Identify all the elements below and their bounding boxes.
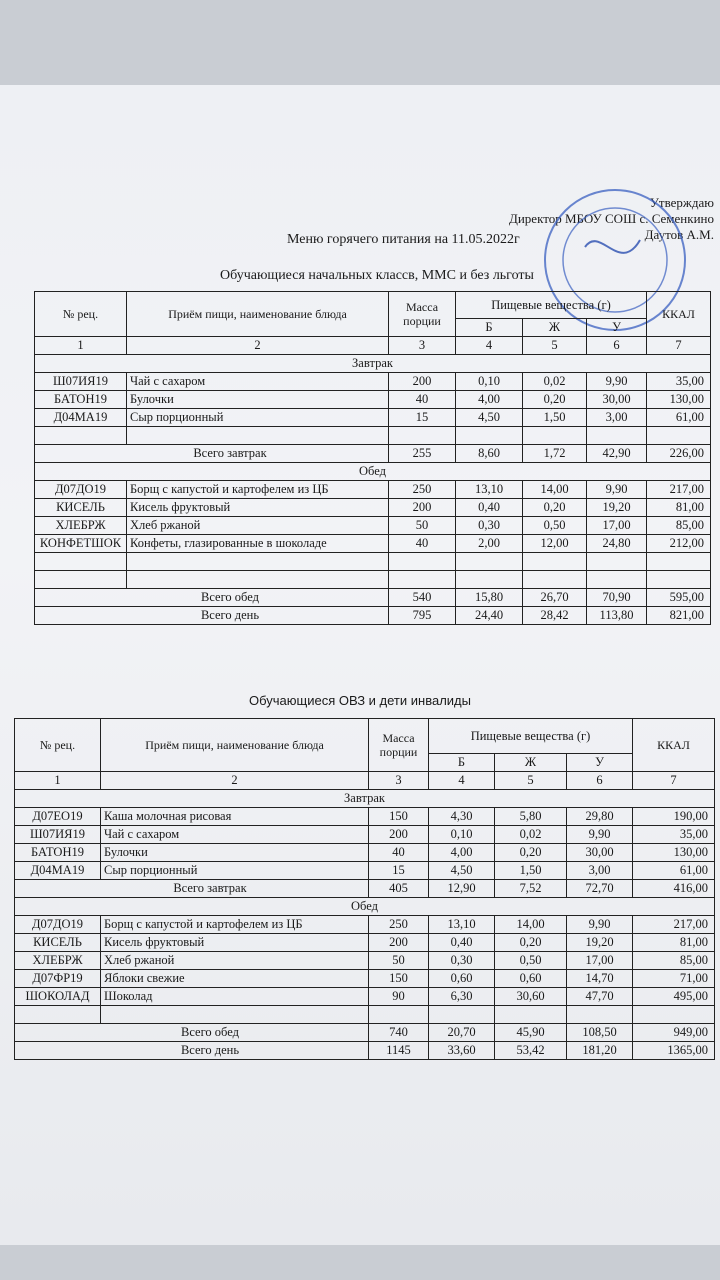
portion-mass: 200 — [389, 499, 456, 517]
empty-cell — [647, 427, 711, 445]
empty-cell — [523, 553, 587, 571]
total-carb: 181,20 — [567, 1042, 633, 1060]
protein-value: 2,00 — [456, 535, 523, 553]
total-fat: 53,42 — [495, 1042, 567, 1060]
recipe-code: КОНФЕТШОК — [35, 535, 127, 553]
kcal-value: 81,00 — [633, 934, 715, 952]
total-kcal: 949,00 — [633, 1024, 715, 1042]
empty-cell — [523, 571, 587, 589]
menu-table-2 — [14, 718, 715, 1060]
recipe-code: ХЛЕБРЖ — [35, 517, 127, 535]
fat-value: 5,80 — [495, 808, 567, 826]
portion-mass: 200 — [369, 826, 429, 844]
carb-value: 47,70 — [567, 988, 633, 1006]
fat-value: 30,60 — [495, 988, 567, 1006]
fat-value: 0,02 — [495, 826, 567, 844]
empty-cell — [35, 553, 127, 571]
menu-table-1 — [34, 291, 711, 625]
fat-value: 0,02 — [523, 373, 587, 391]
total-kcal: 416,00 — [633, 880, 715, 898]
portion-mass: 15 — [389, 409, 456, 427]
dish-name: Кисель фруктовый — [127, 499, 389, 517]
group1-title: Обучающиеся начальных классв, ММС и без льготы — [220, 268, 534, 283]
header-zh: Ж — [495, 754, 567, 772]
total-carb: 113,80 — [587, 607, 647, 625]
fat-value: 1,50 — [523, 409, 587, 427]
menu-title: Меню горячего питания на 11.05.2022г — [287, 232, 520, 247]
portion-mass: 50 — [369, 952, 429, 970]
lunch-total — [35, 589, 711, 607]
carb-value: 3,00 — [567, 862, 633, 880]
section-breakfast — [35, 355, 711, 373]
protein-value: 0,10 — [429, 826, 495, 844]
fat-value: 0,20 — [495, 844, 567, 862]
kcal-value: 61,00 — [633, 862, 715, 880]
total-protein: 15,80 — [456, 589, 523, 607]
portion-mass: 40 — [369, 844, 429, 862]
header-rec: № рец. — [15, 719, 101, 772]
carb-value: 19,20 — [587, 499, 647, 517]
colnum-2: 2 — [101, 772, 369, 790]
empty-cell — [587, 427, 647, 445]
header-nutrients: Пищевые вещества (г) — [429, 719, 633, 754]
lunch-total-label: Всего обед — [35, 589, 389, 607]
total-carb: 42,90 — [587, 445, 647, 463]
kcal-value: 35,00 — [633, 826, 715, 844]
fat-value: 0,20 — [523, 391, 587, 409]
header-zh: Ж — [523, 319, 587, 337]
total-fat: 26,70 — [523, 589, 587, 607]
carb-value: 29,80 — [567, 808, 633, 826]
protein-value: 4,00 — [429, 844, 495, 862]
fat-value: 0,20 — [495, 934, 567, 952]
dish-name: Яблоки свежие — [101, 970, 369, 988]
fat-value: 0,50 — [523, 517, 587, 535]
dish-name: Борщ с капустой и картофелем из ЦБ — [127, 481, 389, 499]
dish-name: Чай с сахаром — [101, 826, 369, 844]
protein-value: 4,50 — [429, 862, 495, 880]
portion-mass: 150 — [369, 808, 429, 826]
dish-name: Шоколад — [101, 988, 369, 1006]
kcal-value: 130,00 — [633, 844, 715, 862]
protein-value: 0,40 — [429, 934, 495, 952]
table-row — [35, 535, 711, 553]
table1-body — [35, 355, 711, 625]
empty-cell — [633, 1006, 715, 1024]
total-mass: 1145 — [369, 1042, 429, 1060]
dish-name: Хлеб ржаной — [101, 952, 369, 970]
header-name: Приём пищи, наименование блюда — [127, 292, 389, 337]
section-lunch-label: Обед — [15, 898, 715, 916]
empty-cell — [369, 1006, 429, 1024]
colnum-7: 7 — [647, 337, 711, 355]
portion-mass: 15 — [369, 862, 429, 880]
recipe-code: БАТОН19 — [35, 391, 127, 409]
empty-cell — [127, 553, 389, 571]
header-u: У — [587, 319, 647, 337]
header-mass: Масса порции — [389, 292, 456, 337]
protein-value: 4,00 — [456, 391, 523, 409]
empty-cell — [647, 553, 711, 571]
kcal-value: 217,00 — [647, 481, 711, 499]
portion-mass: 200 — [389, 373, 456, 391]
empty-cell — [495, 1006, 567, 1024]
total-mass: 540 — [389, 589, 456, 607]
table2-body — [15, 790, 715, 1060]
fat-value: 14,00 — [523, 481, 587, 499]
portion-mass: 200 — [369, 934, 429, 952]
table-row — [15, 826, 715, 844]
total-mass: 740 — [369, 1024, 429, 1042]
colnum-5: 5 — [523, 337, 587, 355]
colnum-1: 1 — [15, 772, 101, 790]
colnum-5: 5 — [495, 772, 567, 790]
header-u: У — [567, 754, 633, 772]
section-breakfast-label: Завтрак — [15, 790, 715, 808]
dish-name: Конфеты, глазированные в шоколаде — [127, 535, 389, 553]
portion-mass: 90 — [369, 988, 429, 1006]
colnum-3: 3 — [389, 337, 456, 355]
total-kcal: 226,00 — [647, 445, 711, 463]
breakfast-total — [15, 880, 715, 898]
total-protein: 33,60 — [429, 1042, 495, 1060]
dish-name: Булочки — [101, 844, 369, 862]
recipe-code: ХЛЕБРЖ — [15, 952, 101, 970]
portion-mass: 250 — [369, 916, 429, 934]
empty-cell — [587, 571, 647, 589]
header-kcal: ККАЛ — [647, 292, 711, 337]
total-protein: 8,60 — [456, 445, 523, 463]
total-fat: 7,52 — [495, 880, 567, 898]
empty-row — [35, 427, 711, 445]
kcal-value: 71,00 — [633, 970, 715, 988]
day-total — [15, 1042, 715, 1060]
header-mass: Масса порции — [369, 719, 429, 772]
table-row — [35, 499, 711, 517]
table-row — [35, 391, 711, 409]
group2-title: Обучающиеся ОВЗ и дети инвалиды — [249, 693, 471, 708]
recipe-code: ШОКОЛАД — [15, 988, 101, 1006]
dish-name: Хлеб ржаной — [127, 517, 389, 535]
empty-cell — [587, 553, 647, 571]
empty-cell — [456, 571, 523, 589]
dish-name: Чай с сахаром — [127, 373, 389, 391]
colnum-7: 7 — [633, 772, 715, 790]
kcal-value: 85,00 — [647, 517, 711, 535]
kcal-value: 61,00 — [647, 409, 711, 427]
kcal-value: 212,00 — [647, 535, 711, 553]
protein-value: 0,30 — [429, 952, 495, 970]
recipe-code: Д07ЕО19 — [15, 808, 101, 826]
lunch-total — [15, 1024, 715, 1042]
section-breakfast-label: Завтрак — [35, 355, 711, 373]
recipe-code: КИСЕЛЬ — [15, 934, 101, 952]
empty-cell — [647, 571, 711, 589]
table-row — [35, 517, 711, 535]
fat-value: 0,20 — [523, 499, 587, 517]
portion-mass: 150 — [369, 970, 429, 988]
section-breakfast — [15, 790, 715, 808]
recipe-code: КИСЕЛЬ — [35, 499, 127, 517]
day-total — [35, 607, 711, 625]
empty-cell — [456, 427, 523, 445]
protein-value: 4,30 — [429, 808, 495, 826]
carb-value: 9,90 — [587, 481, 647, 499]
colnum-4: 4 — [429, 772, 495, 790]
protein-value: 0,10 — [456, 373, 523, 391]
header-b: Б — [456, 319, 523, 337]
total-kcal: 821,00 — [647, 607, 711, 625]
colnum-6: 6 — [567, 772, 633, 790]
empty-cell — [101, 1006, 369, 1024]
fat-value: 14,00 — [495, 916, 567, 934]
protein-value: 13,10 — [429, 916, 495, 934]
empty-cell — [389, 427, 456, 445]
section-lunch-label: Обед — [35, 463, 711, 481]
approval-line-3: Даутов А.М. — [644, 227, 714, 242]
fat-value: 1,50 — [495, 862, 567, 880]
kcal-value: 81,00 — [647, 499, 711, 517]
carb-value: 19,20 — [567, 934, 633, 952]
carb-value: 24,80 — [587, 535, 647, 553]
protein-value: 6,30 — [429, 988, 495, 1006]
kcal-value: 85,00 — [633, 952, 715, 970]
empty-row — [35, 553, 711, 571]
empty-cell — [35, 427, 127, 445]
dish-name: Сыр порционный — [101, 862, 369, 880]
header-kcal: ККАЛ — [633, 719, 715, 772]
table-row — [15, 988, 715, 1006]
kcal-value: 35,00 — [647, 373, 711, 391]
lunch-total-label: Всего обед — [15, 1024, 369, 1042]
total-mass: 405 — [369, 880, 429, 898]
table-row — [15, 952, 715, 970]
carb-value: 3,00 — [587, 409, 647, 427]
table-row — [35, 481, 711, 499]
header-rec: № рец. — [35, 292, 127, 337]
empty-cell — [429, 1006, 495, 1024]
table-row — [15, 808, 715, 826]
dish-name: Каша молочная рисовая — [101, 808, 369, 826]
total-mass: 255 — [389, 445, 456, 463]
colnum-1: 1 — [35, 337, 127, 355]
carb-value: 14,70 — [567, 970, 633, 988]
total-carb: 72,70 — [567, 880, 633, 898]
approval-line-1: Утверждаю — [649, 195, 714, 210]
fat-value: 12,00 — [523, 535, 587, 553]
carb-value: 30,00 — [567, 844, 633, 862]
carb-value: 9,90 — [587, 373, 647, 391]
carb-value: 17,00 — [587, 517, 647, 535]
colnum-2: 2 — [127, 337, 389, 355]
total-protein: 20,70 — [429, 1024, 495, 1042]
recipe-code: Д04МА19 — [35, 409, 127, 427]
empty-cell — [389, 553, 456, 571]
total-kcal: 1365,00 — [633, 1042, 715, 1060]
recipe-code: Ш07ИЯ19 — [15, 826, 101, 844]
recipe-code: Ш07ИЯ19 — [35, 373, 127, 391]
approval-line-2: Директор МБОУ СОШ с. Семенкино — [508, 211, 714, 226]
breakfast-total-label: Всего завтрак — [15, 880, 369, 898]
total-kcal: 595,00 — [647, 589, 711, 607]
dish-name: Борщ с капустой и картофелем из ЦБ — [101, 916, 369, 934]
header-name: Приём пищи, наименование блюда — [101, 719, 369, 772]
kcal-value: 495,00 — [633, 988, 715, 1006]
empty-cell — [456, 553, 523, 571]
colnum-6: 6 — [587, 337, 647, 355]
section-lunch — [35, 463, 711, 481]
empty-cell — [523, 427, 587, 445]
protein-value: 0,60 — [429, 970, 495, 988]
carb-value: 30,00 — [587, 391, 647, 409]
recipe-code: БАТОН19 — [15, 844, 101, 862]
table-row — [15, 916, 715, 934]
empty-cell — [127, 427, 389, 445]
colnum-3: 3 — [369, 772, 429, 790]
day-total-label: Всего день — [15, 1042, 369, 1060]
dish-name: Булочки — [127, 391, 389, 409]
recipe-code: Д07ДО19 — [15, 916, 101, 934]
table-row — [15, 844, 715, 862]
empty-cell — [127, 571, 389, 589]
dish-name: Сыр порционный — [127, 409, 389, 427]
total-protein: 24,40 — [456, 607, 523, 625]
total-fat: 1,72 — [523, 445, 587, 463]
empty-row — [15, 1006, 715, 1024]
colnum-4: 4 — [456, 337, 523, 355]
table-row — [15, 970, 715, 988]
total-carb: 108,50 — [567, 1024, 633, 1042]
header-b: Б — [429, 754, 495, 772]
header-nutrients: Пищевые вещества (г) — [456, 292, 647, 319]
section-lunch — [15, 898, 715, 916]
portion-mass: 40 — [389, 535, 456, 553]
kcal-value: 190,00 — [633, 808, 715, 826]
fat-value: 0,50 — [495, 952, 567, 970]
recipe-code: Д07ДО19 — [35, 481, 127, 499]
recipe-code: Д07ФР19 — [15, 970, 101, 988]
protein-value: 0,40 — [456, 499, 523, 517]
carb-value: 9,90 — [567, 826, 633, 844]
portion-mass: 50 — [389, 517, 456, 535]
portion-mass: 250 — [389, 481, 456, 499]
empty-cell — [567, 1006, 633, 1024]
protein-value: 4,50 — [456, 409, 523, 427]
day-total-label: Всего день — [35, 607, 389, 625]
total-fat: 45,90 — [495, 1024, 567, 1042]
recipe-code: Д04МА19 — [15, 862, 101, 880]
table-row — [35, 373, 711, 391]
kcal-value: 130,00 — [647, 391, 711, 409]
kcal-value: 217,00 — [633, 916, 715, 934]
empty-cell — [389, 571, 456, 589]
portion-mass: 40 — [389, 391, 456, 409]
dish-name: Кисель фруктовый — [101, 934, 369, 952]
table-row — [35, 409, 711, 427]
protein-value: 13,10 — [456, 481, 523, 499]
protein-value: 0,30 — [456, 517, 523, 535]
table-row — [15, 934, 715, 952]
carb-value: 9,90 — [567, 916, 633, 934]
breakfast-total — [35, 445, 711, 463]
empty-cell — [15, 1006, 101, 1024]
breakfast-total-label: Всего завтрак — [35, 445, 389, 463]
table-row — [15, 862, 715, 880]
total-fat: 28,42 — [523, 607, 587, 625]
total-protein: 12,90 — [429, 880, 495, 898]
carb-value: 17,00 — [567, 952, 633, 970]
total-mass: 795 — [389, 607, 456, 625]
empty-cell — [35, 571, 127, 589]
fat-value: 0,60 — [495, 970, 567, 988]
empty-row — [35, 571, 711, 589]
total-carb: 70,90 — [587, 589, 647, 607]
